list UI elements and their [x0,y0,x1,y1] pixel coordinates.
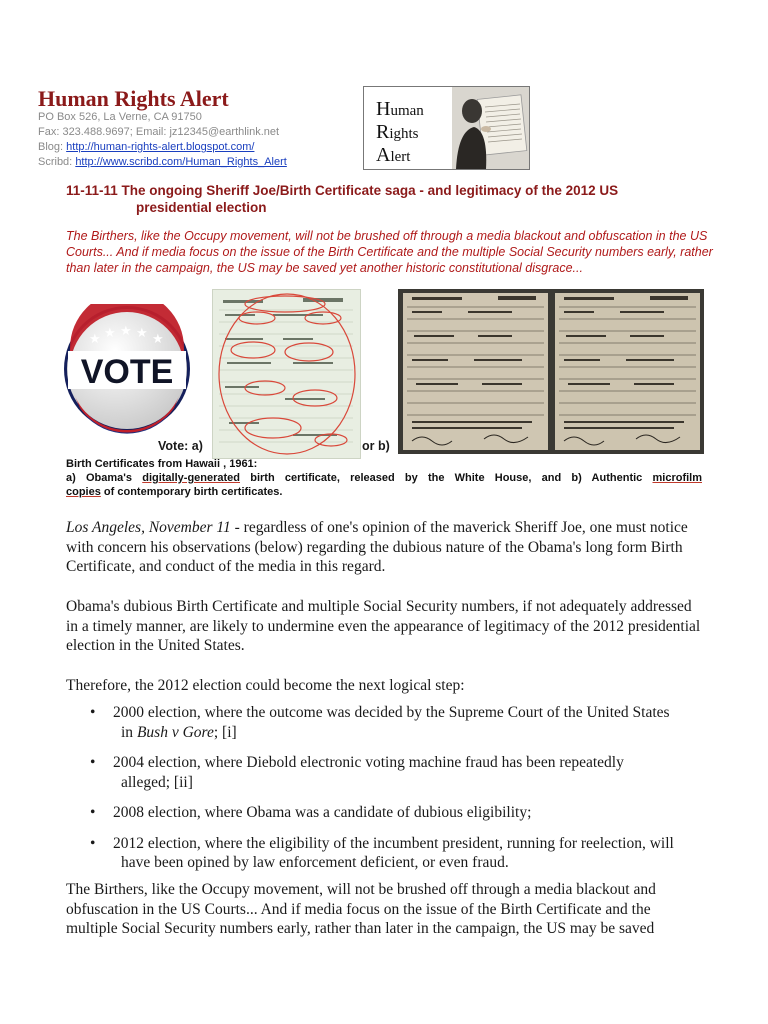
scribd-line [38,155,287,170]
bullet-icon: • [90,804,96,821]
headline-line1: 11-11-11 The ongoing Sheriff Joe/Birth Certificate saga - and legitimacy of the 2012 US [66,183,619,198]
bullet-1-prefix: in [121,723,137,741]
paragraph-3 [66,676,706,696]
scribd-link[interactable]: http://www.scribd.com/Human_Rights_Alert [75,156,287,168]
headline-line2: presidential election [136,200,267,215]
bullet-1-rest: ; [i] [213,723,237,741]
list-item [86,703,706,742]
list-item [86,803,706,823]
svg-text:★: ★ [89,332,101,347]
bullet-3-line1: 2008 election, where Obama was a candidate of dubious eligibility; [113,804,532,821]
bullet-2-line1: 2004 election, where Diebold electronic voting machine fraud has been repeatedly [113,754,624,771]
election-bullet-list [86,703,706,884]
vote-b-label: or b) [362,439,390,453]
paragraph-4 [66,880,706,939]
headline [66,182,706,216]
paragraph-1 [66,518,706,577]
birth-certificate-b-image [398,289,704,454]
bullet-icon: • [90,834,96,852]
human-rights-alert-logo: Human Rights Alert [363,86,530,170]
bullet-1-line1: 2000 election, where the outcome was decided by the Supreme Court of the United States [113,704,670,721]
bullet-4-line1: 2012 election, where the eligibility of the incumbent president, running for reelection, will [113,834,674,852]
figure-caption [66,457,702,499]
caption-a-prefix: a) Obama's [66,472,133,484]
bullet-icon: • [90,704,96,721]
bullet-2-line2: alleged; [ii] [121,773,193,791]
blog-link[interactable]: http://human-rights-alert.blogspot.com/ [66,141,255,153]
svg-text:★: ★ [120,324,132,339]
fax-email-line: Fax: 323.488.9697; Email: jz12345@earthlink.net [38,126,280,138]
lede-paragraph: The Birthers, like the Occupy movement, will not be brushed off through a media blackout and obfuscation in the US Courts... And if media focus on the issue of the Birth Certificate and the multiple Social Security numbers early, rather than later in the campaign, the US may be saved yet another historic constitutional disgrace... [66,229,713,275]
vote-a-label: Vote: a) [158,439,203,453]
blog-label: Blog: [38,141,64,153]
blog-line [38,140,254,155]
address-line: PO Box 526, La Verne, CA 91750 [38,111,202,123]
bullet-4-line2: have been opined by law enforcement deficient, or even fraud. [121,854,509,871]
caption-a-rest: birth certificate, released by the White House, and b) Authentic [250,472,643,484]
vote-badge-text: VOTE [80,353,174,391]
list-item [86,753,706,792]
dateline: Los Angeles, November 11 [66,519,231,536]
paragraph-1-text: - regardless of one's opinion of the maverick Sheriff Joe, one must notice with concern his observations (below) regarding the dubious nature of the Obama's long form Birth Certificate, and conduct of the media in this regard. [66,519,688,575]
bullet-icon: • [90,754,96,771]
caption-b-underlined1: microfilm [652,472,702,484]
org-title: Human Rights Alert [38,86,229,111]
caption-b-rest: of contemporary birth certificates. [103,486,283,498]
svg-text:★: ★ [104,326,116,341]
svg-text:★: ★ [152,332,164,347]
list-item [86,834,706,873]
paragraph-2-text: Obama's dubious Birth Certificate and multiple Social Security numbers, if not adequately addressed in a timely manner, are likely to undermine even the appearance of legitimacy of the 2012 presidential election in the United States. [66,598,701,654]
paragraph-2 [66,597,706,656]
caption-line1: Birth Certificates from Hawaii , 1961: [66,458,258,470]
person-holding-declaration-image [452,87,529,169]
birth-certificate-a-image [212,289,361,459]
caption-b-underlined2: copies [66,486,101,498]
svg-text:★: ★ [136,326,148,341]
paragraph-4-text: The Birthers, like the Occupy movement, will not be brushed off through a media blackout and obfuscation in the US Courts... And if media focus on the issue of the Birth Certificate and the multiple Social Security numbers early, rather than later in the campaign, the US may be saved [66,881,656,937]
caption-a-underlined: digitally-generated [142,472,241,484]
paragraph-3-text: Therefore, the 2012 election could become the next logical step: [66,677,465,694]
scribd-label: Scribd: [38,156,73,168]
vote-badge-image [62,304,192,434]
bullet-1-case: Bush v Gore [136,723,214,741]
